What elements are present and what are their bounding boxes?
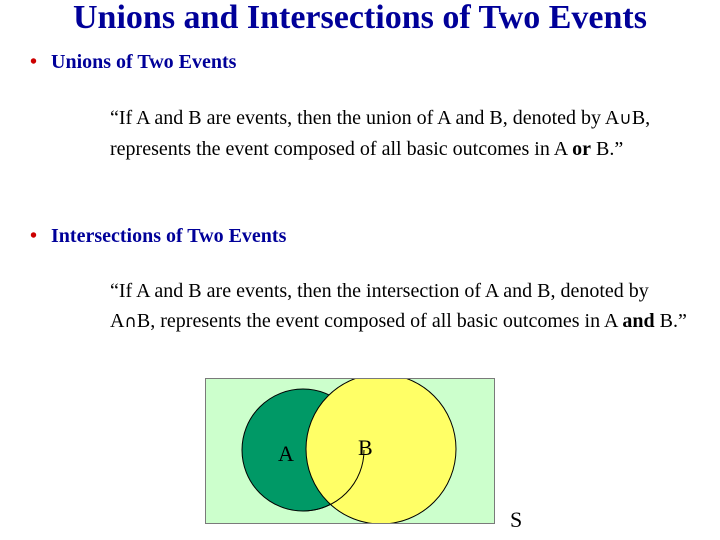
intersection-text-1: “If A and B are events, then the intersection of A and B, denoted by A	[110, 280, 649, 332]
bullet-dot: •	[30, 225, 38, 247]
label-a: A	[278, 441, 294, 466]
circle-b	[306, 379, 456, 523]
label-b: B	[358, 435, 373, 460]
intersection-text-2: B, represents the event composed of all basic outcomes in A	[136, 310, 623, 332]
label-s: S	[510, 507, 523, 532]
union-emphasis: or	[572, 138, 591, 160]
bullet-intersections	[30, 224, 286, 248]
sample-space-box	[205, 378, 523, 532]
bullet-unions	[30, 50, 236, 74]
page-title: Unions and Intersections of Two Events	[73, 0, 647, 36]
intersection-symbol: ∩	[124, 312, 137, 332]
union-text-2: B, represents the event composed of all basic outcomes in A	[110, 107, 651, 160]
venn-diagram	[206, 379, 494, 523]
union-text-1: “If A and B are events, then the union of A and B, denoted by A	[110, 107, 620, 129]
intersection-emphasis: and	[622, 310, 655, 332]
intersection-text-3: B.”	[654, 310, 687, 332]
union-symbol: ∪	[619, 109, 632, 129]
bullet-dot: •	[30, 51, 38, 73]
heading-unions: Unions of Two Events	[51, 51, 237, 73]
intersection-definition	[110, 276, 690, 337]
union-definition	[110, 103, 690, 164]
heading-intersections: Intersections of Two Events	[51, 225, 287, 247]
union-text-3: B.”	[591, 138, 624, 160]
